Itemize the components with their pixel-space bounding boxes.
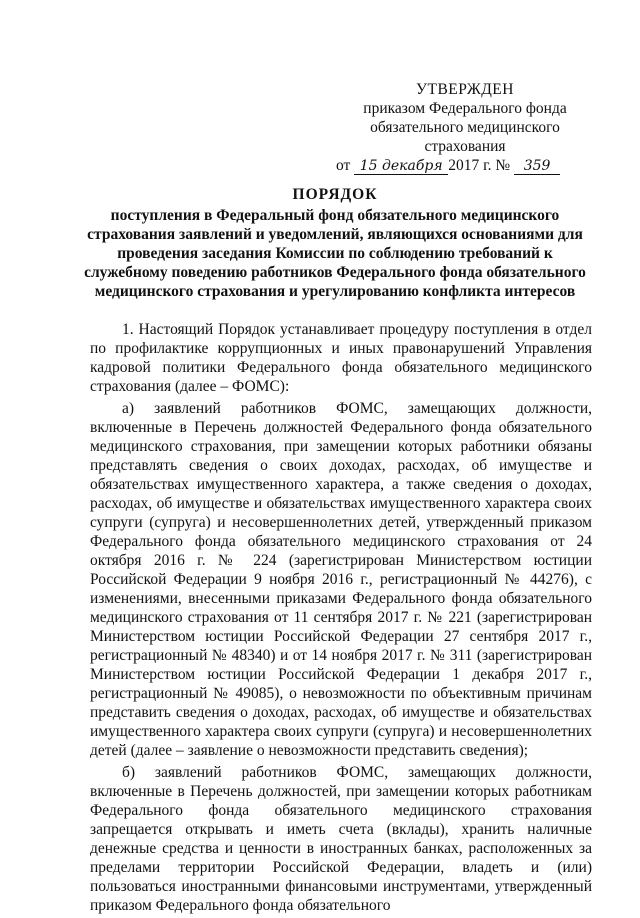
approval-date-line — [330, 156, 600, 175]
handwritten-number: 359 — [514, 159, 560, 175]
document-subtitle: поступления в Федеральный фонд обязательного медицинского страхования заявлений и уведомлений, являющихся основаниями для проведения заседания Комиссии по соблюдению требований к служебному поведению работников Федерального фонда обязательного медицинского страхования и урегулированию конфликта интересов — [84, 207, 586, 300]
approval-line-1: приказом Федерального фонда — [363, 100, 567, 117]
year-text: 2017 г. № — [448, 157, 511, 174]
approval-block — [330, 80, 600, 175]
document-title: ПОРЯДОК — [292, 186, 378, 203]
paragraph-b: б) заявлений работников ФОМС, замещающих должности, включенные в Перечень должностей, при замещении которых работникам Федерального фонда обязательного медицинского страхования запрещается открывать и иметь счета (вклады), хранить наличные денежные средства и ценности в иностранных банках, расположенных за пределами территории Российской Федерации, владеть и (или) пользоваться иностранными финансовыми инструментами, утвержденный приказом Федерального фонда обязательного — [90, 764, 592, 914]
handwritten-date: 15 декабря — [354, 159, 448, 175]
title-block — [80, 185, 590, 301]
paragraph-1: 1. Настоящий Порядок устанавливает процедуру поступления в отдел по профилактике коррупционных и иных правонарушений Управления кадровой политики Федерального фонда обязательного медицинского страхования (далее – ФОМС): — [90, 321, 592, 395]
document-body — [90, 320, 592, 918]
paragraph-a: а) заявлений работников ФОМС, замещающих должности, включенные в Перечень должностей Федерального фонда обязательного медицинского страхования, при замещении которых работники обязаны представлять сведения о своих доходах, расходах, об имуществе и обязательствах имущественного характера, а также сведения о доходах, расходах, об имуществе и обязательствах имущественного характера своих супруги (супруга) и несовершеннолетних детей, утвержденный приказом Федерального фонда обязательного медицинского страхования от 24 октября 2016 г. № 224 (зарегистрирован Министерством юстиции Российской Федерации 9 ноября 2016 г., регистрационный № 44276), с изменениями, внесенными приказами Федерального фонда обязательного медицинского страхования от 11 сентября 2017 г. № 221 (зарегистрирован Министерством юстиции Российской Федерации 27 сентября 2017 г., регистрационный № 48340) и от 14 ноября 2017 г. № 311 (зарегистрирован Министерством юстиции Российской Федерации 1 декабря 2017 г., регистрационный № 49085), о невозможности по объективным причинам представить сведения о доходах, расходах, об имуществе и обязательствах имущественного характера своих супруги (супруга) и несовершеннолетних детей (далее – заявление о невозможности представить сведения); — [90, 400, 592, 759]
approval-heading: УТВЕРЖДЕН — [416, 81, 514, 98]
date-prefix: от — [336, 157, 351, 174]
approval-line-2: обязательного медицинского страхования — [370, 119, 560, 155]
